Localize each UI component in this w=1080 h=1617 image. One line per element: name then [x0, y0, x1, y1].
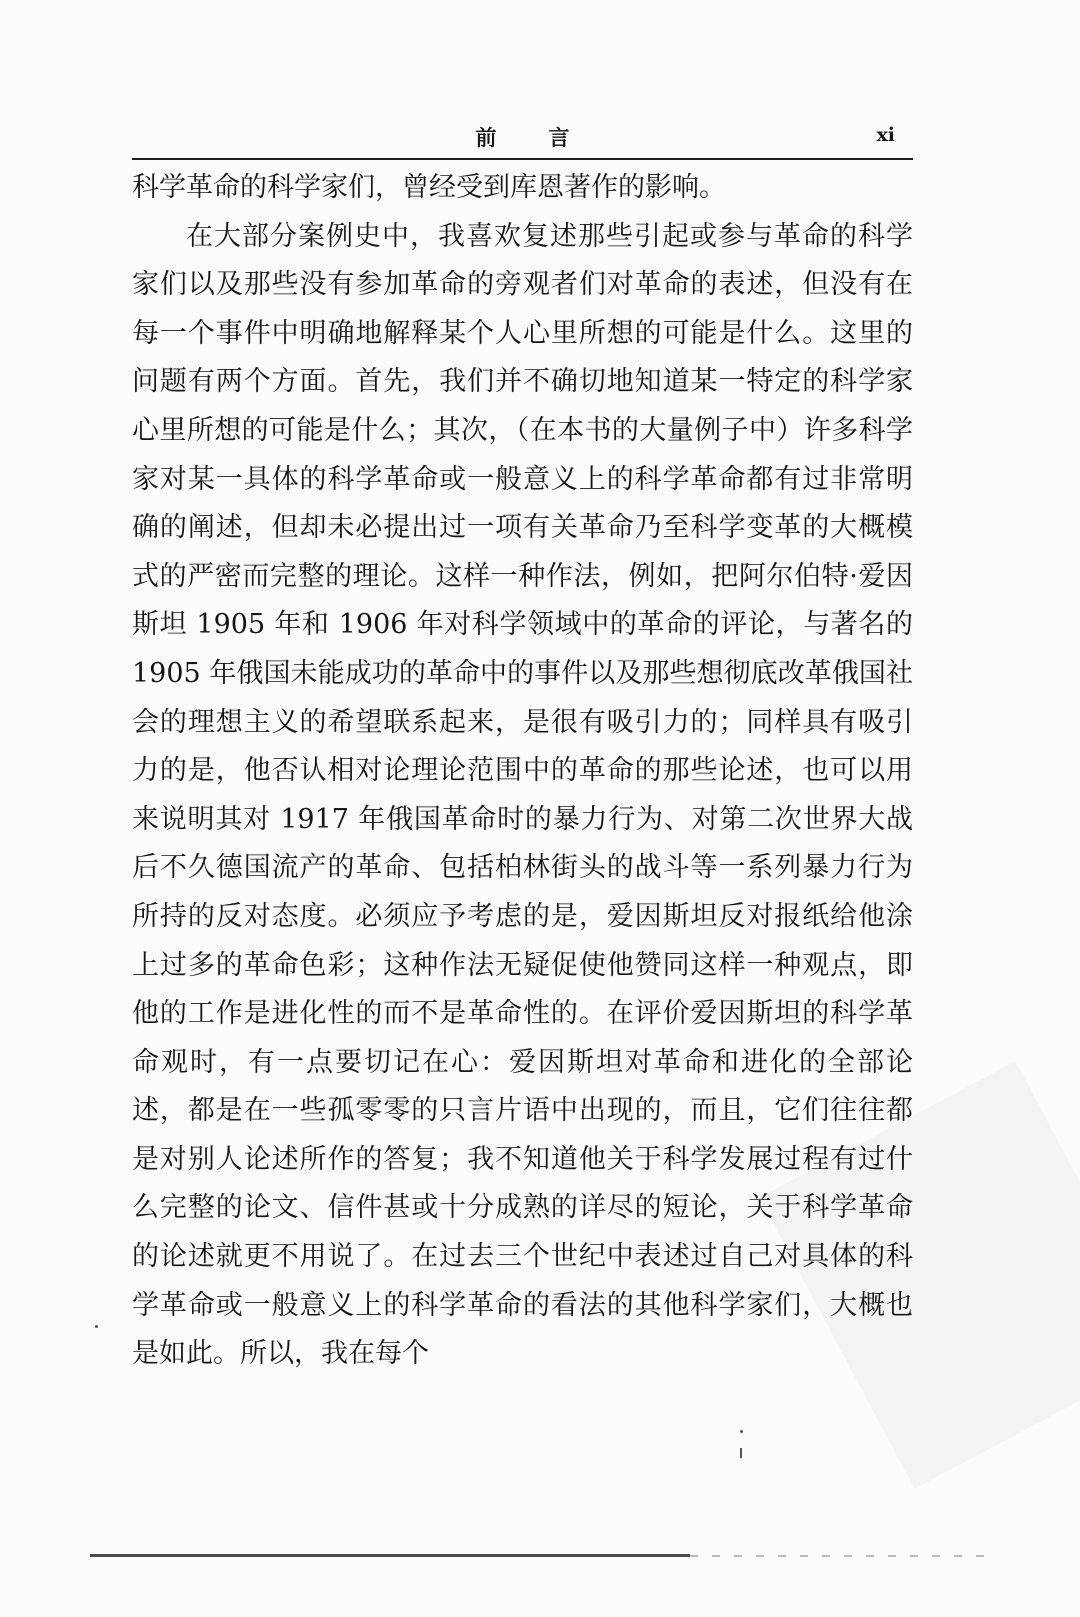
page-number: xi: [876, 124, 895, 146]
chapter-title: 前言: [475, 125, 622, 150]
header-rule: [132, 158, 913, 160]
scan-speck: [95, 1325, 98, 1328]
scan-speck: [740, 1430, 743, 1433]
paragraph-continued: 科学革命的科学家们，曾经受到库恩著作的影响。: [132, 172, 726, 203]
scan-speck: [740, 1448, 742, 1458]
bottom-scan-line: [90, 1554, 690, 1557]
body-text: [132, 164, 913, 1379]
paragraph: 在大部分案例史中，我喜欢复述那些引起或参与革命的科学家们以及那些没有参加革命的旁观者们对革命的表述，但没有在每一个事件中明确地解释某个人心里所想的可能是什么。这里的问题有两个方面。首先，我们并不确切地知道某一特定的科学家心里所想的可能是什么；其次，（在本书的大量例子中）许多科学家对某一具体的科学革命或一般意义上的科学革命都有过非常明确的阐述，但却未必提出过一项有关革命乃至科学变革的大概模式的严密而完整的理论。这样一种作法，例如，把阿尔伯特·爱因斯坦 1905 年和 1906 年对科学领域中的革命的评论，与著名的 1905 年俄国未能成功的革命中的事件以及那些想彻底改革俄国社会的理想主义的希望联系起来，是很有吸引力的；同样具有吸引力的是，他否认相对论理论范围中的革命的那些论述，也可以用来说明其对 1917 年俄国革命时的暴力行为、对第二次世界大战后不久德国流产的革命、包括柏林街头的战斗等一系列暴力行为所持的反对态度。必须应予考虑的是，爱因斯坦反对报纸给他涂上过多的革命色彩；这种作法无疑促使他赞同这样一种观点，即他的工作是进化性的而不是革命性的。在评价爱因斯坦的科学革命观时，有一点要切记在心：爱因斯坦对革命和进化的全部论述，都是在一些孤零零的只言片语中出现的，而且，它们往往都是对别人论述所作的答复；我不知道他关于科学发展过程有过什么完整的论文、信件甚或十分成熟的详尽的短论，关于科学革命的论述就更不用说了。在过去三个世纪中表述过自己对具体的科学革命或一般意义上的科学革命的看法的其他科学家们，大概也是如此。所以，我在每个: [132, 220, 913, 1370]
bottom-scan-line-faint: [690, 1555, 990, 1557]
running-header: [132, 122, 913, 158]
